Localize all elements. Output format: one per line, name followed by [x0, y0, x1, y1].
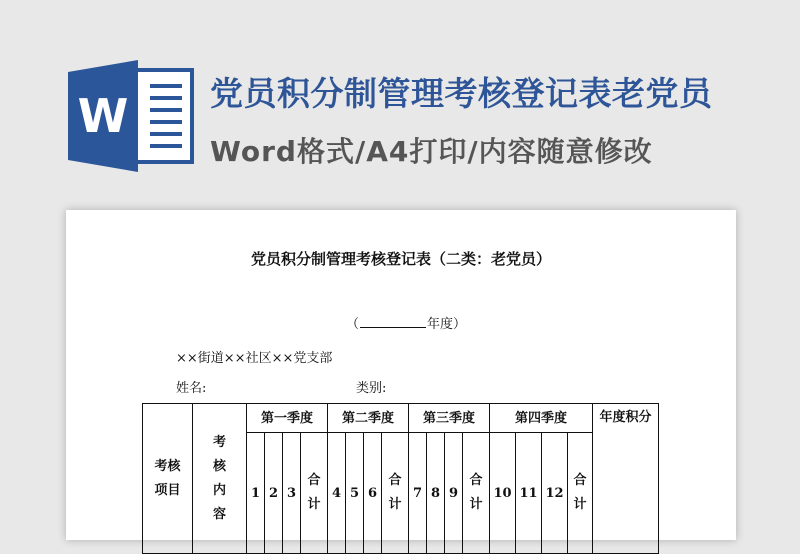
month-cell: 8 [427, 433, 445, 554]
word-logo-icon [66, 60, 196, 172]
org-name: ××街道××社区××党支部 [176, 351, 333, 366]
banner-subtitle: Word格式/A4打印/内容随意修改 [210, 135, 653, 168]
banner-title: 党员积分制管理考核登记表老党员 [210, 74, 713, 113]
year-line [346, 313, 466, 332]
year-suffix: 年度） [427, 317, 467, 332]
month-cell: 6 [364, 433, 382, 554]
q4-header: 第四季度 [490, 404, 593, 433]
document-page [66, 210, 736, 540]
name-label: 姓名: [176, 381, 207, 396]
annual-header: 年度积分 [593, 404, 659, 554]
month-cell: 2 [265, 433, 283, 554]
total-cell: 合 计 [301, 433, 328, 554]
category-label: 类别: [356, 381, 387, 396]
month-cell: 5 [346, 433, 364, 554]
q1-header: 第一季度 [247, 404, 328, 433]
year-blank [360, 315, 426, 328]
q2-header: 第二季度 [328, 404, 409, 433]
month-cell: 11 [516, 433, 542, 554]
month-cell: 12 [542, 433, 568, 554]
total-cell: 合 计 [568, 433, 593, 554]
month-cell: 7 [409, 433, 427, 554]
document-title: 党员积分制管理考核登记表（二类：老党员） [250, 250, 551, 268]
project-header: 考核 项目 [143, 404, 193, 554]
total-cell: 合 计 [463, 433, 490, 554]
content-header: 考 核 内 容 [193, 404, 247, 554]
month-cell: 4 [328, 433, 346, 554]
month-cell: 9 [445, 433, 463, 554]
month-cell: 3 [283, 433, 301, 554]
month-cell: 1 [247, 433, 265, 554]
year-prefix: （ [346, 317, 360, 332]
total-cell: 合 计 [382, 433, 409, 554]
score-table [142, 403, 659, 554]
q3-header: 第三季度 [409, 404, 490, 433]
month-cell: 10 [490, 433, 516, 554]
logo-letter: W [77, 89, 129, 143]
